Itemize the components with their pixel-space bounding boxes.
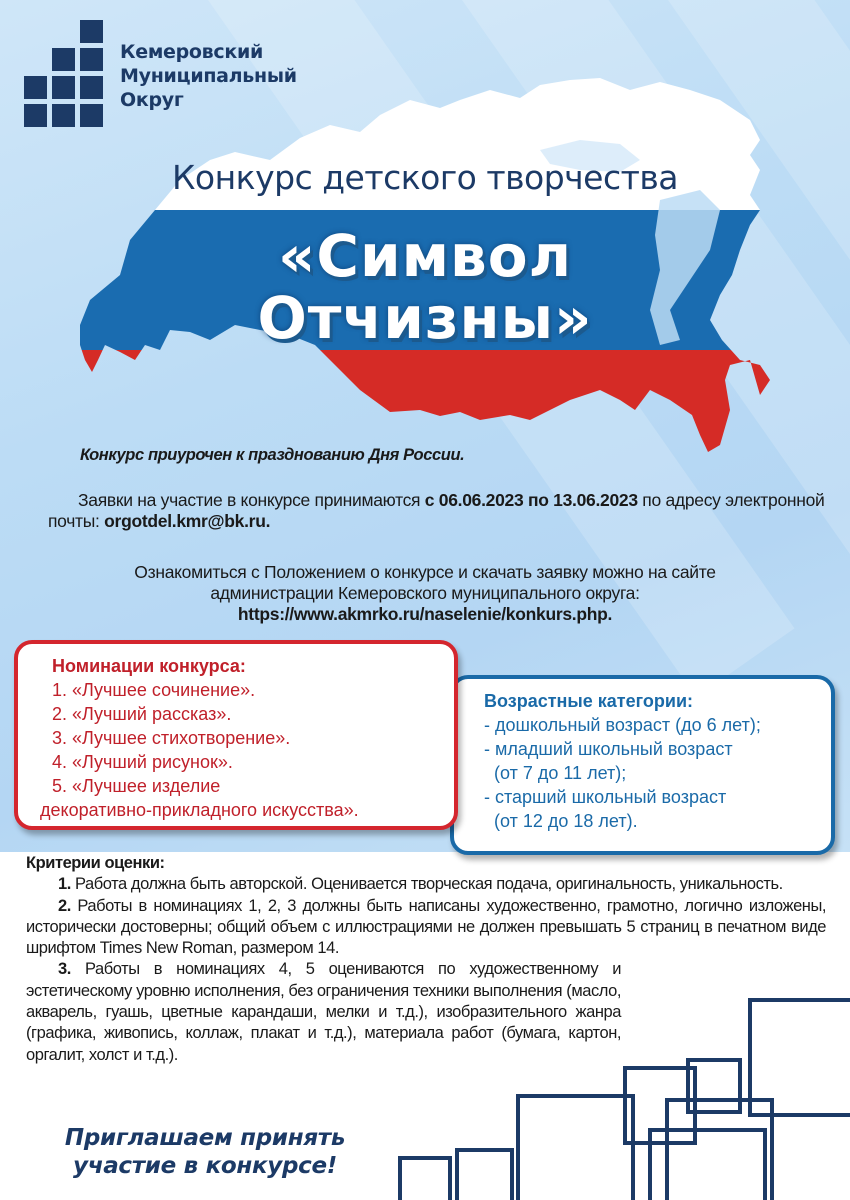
nomination-item: 4. «Лучший рисунок». — [52, 752, 233, 772]
apply-text: по адресу электронной почты: — [48, 490, 825, 531]
contest-title-line-2: Отчизны» — [257, 284, 593, 352]
age-category-item: - дошкольный возраст (до 6 лет); — [484, 715, 761, 735]
email-link[interactable]: orgotdel.kmr@bk.ru. — [104, 511, 271, 531]
nominations-box — [14, 640, 458, 830]
criteria-item — [26, 874, 826, 895]
nomination-item: декоративно-прикладного искусства». — [40, 800, 359, 820]
organization-name — [120, 40, 297, 112]
criteria-text: Работы в номинациях 4, 5 оцениваются по художественному и эстетическому уровню исполнения, без ограничения техники выполнения (масло, акварель, гуашь, цветные карандаши, мелки и т.д.), изобразительного жанра (графика, живопись, коллаж, плакат и т.д.), материала работ (бумага, картон, оргалит, холст и т.д.). — [26, 960, 621, 1064]
nomination-item: 5. «Лучшее изделие — [52, 776, 221, 796]
criteria-text: Работа должна быть авторской. Оценивается творческая подача, оригинальность, уникальность. — [70, 875, 783, 894]
criteria-text: Работы в номинациях 1, 2, 3 должны быть написаны художественно, грамотно, логично изложены, исторически достоверны; общий объем с иллюстрациями не должен превышать 5 страниц в печатном виде шрифтом Times New Roman, размером 14. — [26, 896, 826, 958]
application-paragraph — [48, 490, 828, 532]
nominations-header: Номинации конкурса: — [52, 656, 246, 676]
age-category-item: (от 12 до 18 лет). — [484, 811, 638, 831]
nomination-item: 2. «Лучший рассказ». — [52, 704, 232, 724]
criteria-section — [26, 853, 826, 1066]
contest-title-line-1: «Символ — [277, 222, 573, 290]
contest-subtitle: Конкурс детского творчества — [171, 158, 678, 197]
criteria-number: 3. — [58, 960, 71, 979]
info-paragraph — [60, 562, 790, 625]
criteria-header: Критерии оценки: — [26, 854, 165, 872]
criteria-item — [26, 896, 826, 960]
dedication-text: Конкурс приурочен к празднованию Дня России. — [80, 446, 465, 464]
pixel-stairs-logo-icon — [24, 20, 104, 120]
organization-name-line: Кемеровский — [120, 41, 263, 63]
age-categories-header: Возрастные категории: — [484, 691, 694, 711]
website-link[interactable]: https://www.akmrko.ru/naselenie/konkurs.php. — [237, 604, 613, 624]
criteria-number: 2. — [58, 896, 71, 915]
age-category-item: (от 7 до 11 лет); — [484, 763, 627, 783]
organization-name-line: Округ — [120, 89, 184, 111]
organization-name-line: Муниципальный — [120, 65, 297, 87]
age-categories-box — [450, 675, 835, 855]
nomination-item: 3. «Лучшее стихотворение». — [52, 728, 291, 748]
criteria-item — [26, 959, 826, 1065]
invitation-line: Приглашаем принять — [64, 1125, 346, 1151]
age-category-item: - старший школьный возраст — [484, 787, 727, 807]
nomination-item: 1. «Лучшее сочинение». — [52, 680, 256, 700]
info-line: Ознакомиться с Положением о конкурсе и скачать заявку можно на сайте — [134, 562, 716, 582]
apply-dates: с 06.06.2023 по 13.06.2023 — [424, 490, 638, 510]
age-category-item: - младший школьный возраст — [484, 739, 733, 759]
criteria-number: 1. — [58, 875, 71, 894]
invitation-line: участие в конкурсе! — [73, 1153, 337, 1179]
invitation-text — [40, 1124, 370, 1180]
apply-text: Заявки на участие в конкурсе принимаются — [78, 490, 425, 510]
info-line: администрации Кемеровского муниципального округа: — [210, 583, 640, 603]
